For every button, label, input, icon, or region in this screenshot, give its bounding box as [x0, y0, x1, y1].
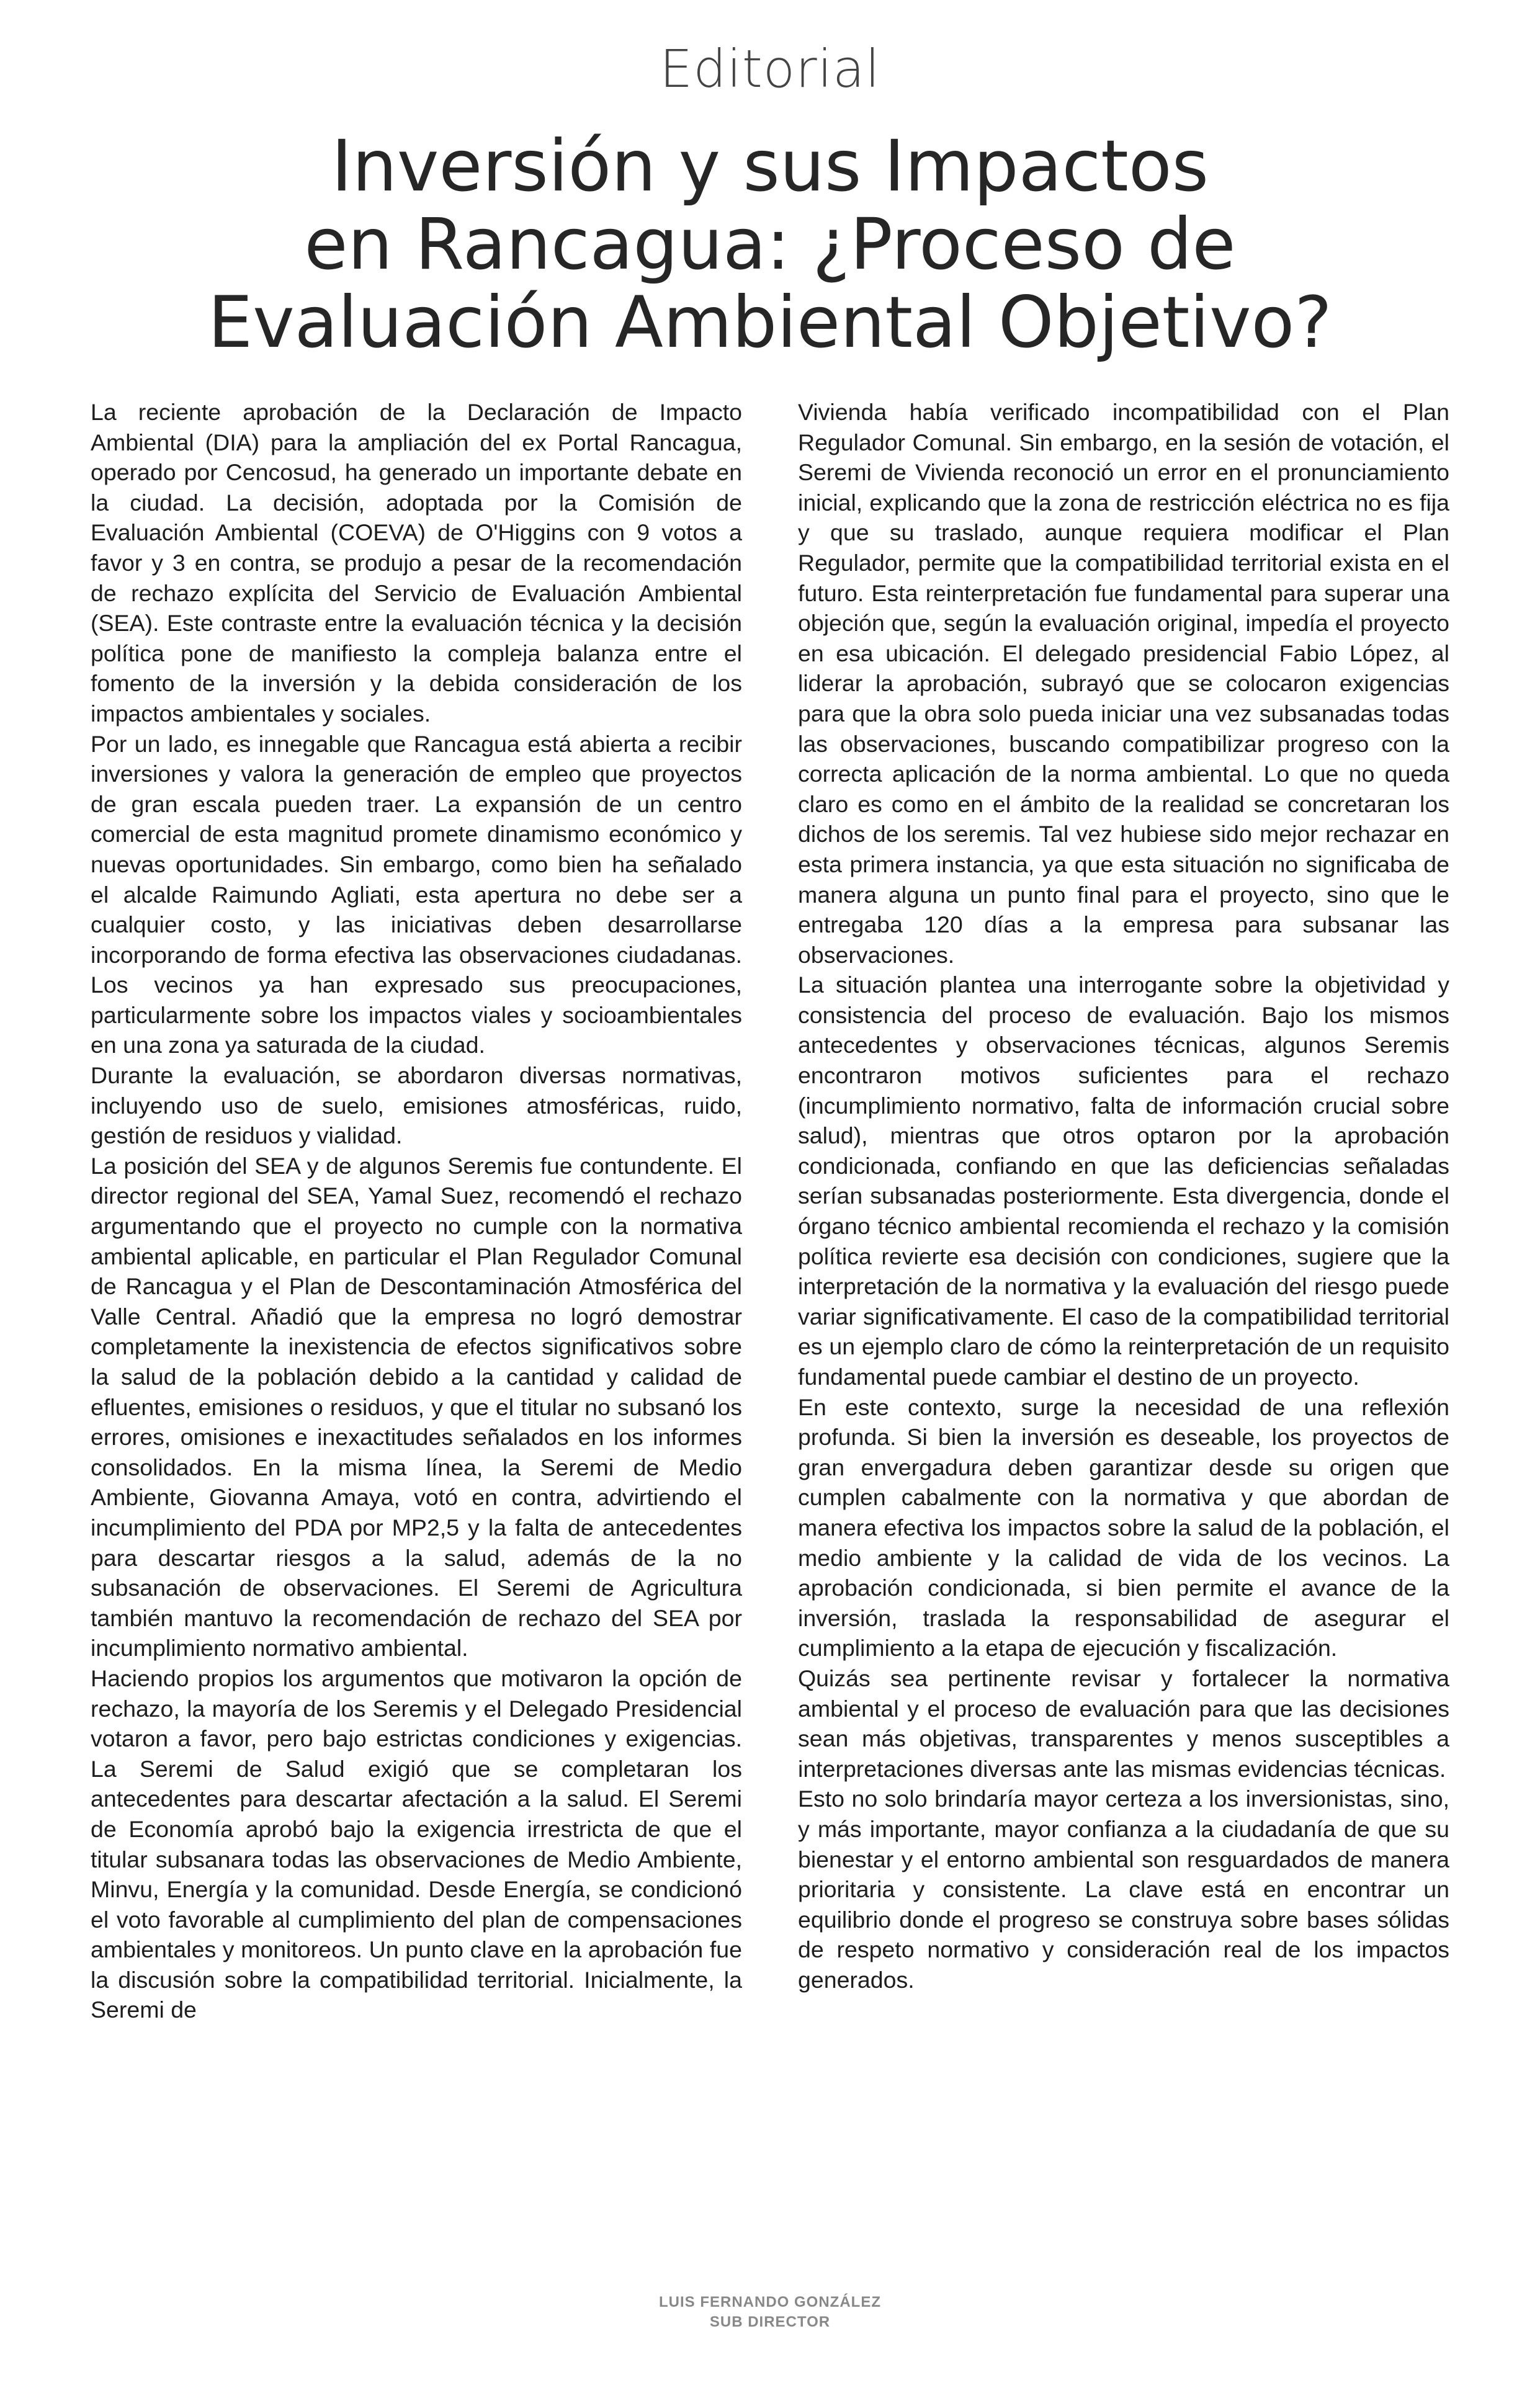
author-name: LUIS FERNANDO GONZÁLEZ: [659, 2294, 881, 2310]
author-byline: [0, 2292, 1540, 2332]
headline-line-3: Evaluación Ambiental Objetivo?: [208, 281, 1332, 364]
right-column: [798, 397, 1449, 2237]
headline-line-2: en Rancagua: ¿Proceso de: [304, 203, 1236, 285]
paragraph: La posición del SEA y de algunos Seremis fue contundente. El director regional del SEA, Yamal Suez, recomendó el rechazo argumentando que el proyecto no cumple con la normativa ambiental aplicable, en particular el Plan Regulador Comunal de Rancagua y el Plan de Descontaminación Atmosférica del Valle Central. Añadió que la empresa no logró demostrar completamente la inexistencia de efectos significativos sobre la salud de la población debido a la cantidad y calidad de efluentes, emisiones o residuos, y que el titular no subsanó los errores, omisiones e inexactitudes señalados en los informes consolidados. En la misma línea, la Seremi de Medio Ambiente, Giovanna Amaya, votó en contra, advirtiendo el incumplimiento del PDA por MP2,5 y la falta de antecedentes para descartar riesgos a la salud, además de la no subsanación de observaciones. El Seremi de Agricultura también mantuvo la recomendación de rechazo del SEA por incumplimiento normativo ambiental.: [91, 1152, 742, 1661]
headline-line-1: Inversión y sus Impactos: [331, 125, 1209, 207]
left-column: [91, 397, 742, 2237]
paragraph: Haciendo propios los argumentos que motivaron la opción de rechazo, la mayoría de los Seremis y el Delegado Presidencial votaron a favor, pero bajo estrictas condiciones y exigencias. La Seremi de Salud exigió que se completaran los antecedentes para descartar afectación a la salud. El Seremi de Economía aprobó bajo la exigencia irrestricta de que el titular subsanara todas las observaciones de Medio Ambiente, Minvu, Energía y la comunidad. Desde Energía, se condicionó el voto favorable al cumplimiento del plan de compensaciones ambientales y monitoreos. Un punto clave en la aprobación fue la discusión sobre la compatibilidad territorial. Inicialmente, la Seremi de: [91, 1665, 742, 2023]
paragraph: Esto no solo brindaría mayor certeza a los inversionistas, sino, y más importante, mayor confianza a la ciudadanía de que su bienestar y el entorno ambiental son resguardados de manera prioritaria y consistente. La clave está en encontrar un equilibrio donde el progreso se construya sobre bases sólidas de respeto normativo y consideración real de los impactos generados.: [798, 1786, 1449, 1993]
article-body: [91, 397, 1449, 2237]
headline: [137, 127, 1403, 362]
paragraph: Quizás sea pertinente revisar y fortalecer la normativa ambiental y el proceso de evaluación para que las decisiones sean más objetivas, transparentes y menos susceptibles a interpretaciones diversas ante las mismas evidencias técnicas.: [798, 1665, 1449, 1782]
paragraph: La situación plantea una interrogante sobre la objetividad y consistencia del proceso de evaluación. Bajo los mismos antecedentes y observaciones técnicas, algunos Seremis encontraron motivos suficientes para el rechazo (incumplimiento normativo, falta de información crucial sobre salud), mientras que otros optaron por la aprobación condicionada, confiando en que las deficiencias señaladas serían subsanadas posteriormente. Esta divergencia, donde el órgano técnico ambiental recomienda el rechazo y la comisión política revierte esa decisión con condiciones, sugiere que la interpretación de la normativa y la evaluación del riesgo puede variar significativamente. El caso de la compatibilidad territorial es un ejemplo claro de cómo la reinterpretación de un requisito fundamental puede cambiar el destino de un proyecto.: [798, 972, 1449, 1390]
paragraph: La reciente aprobación de la Declaración de Impacto Ambiental (DIA) para la ampliación del ex Portal Rancagua, operado por Cencosud, ha generado un importante debate en la ciudad. La decisión, adoptada por la Comisión de Evaluación Ambiental (COEVA) de O'Higgins con 9 votos a favor y 3 en contra, se produjo a pesar de la recomendación de rechazo explícita del Servicio de Evaluación Ambiental (SEA). Este contraste entre la evaluación técnica y la decisión política pone de manifiesto la compleja balanza entre el fomento de la inversión y la debida consideración de los impactos ambientales y sociales.: [91, 399, 742, 727]
author-role: SUB DIRECTOR: [709, 2314, 831, 2330]
paragraph: Por un lado, es innegable que Rancagua está abierta a recibir inversiones y valora la generación de empleo que proyectos de gran escala pueden traer. La expansión de un centro comercial de esta magnitud promete dinamismo económico y nuevas oportunidades. Sin embargo, como bien ha señalado el alcalde Raimundo Agliati, esta apertura no debe ser a cualquier costo, y las iniciativas deben desarrollarse incorporando de forma efectiva las observaciones ciudadanas. Los vecinos ya han expresado sus preocupaciones, particularmente sobre los impactos viales y socioambientales en una zona ya saturada de la ciudad.: [91, 730, 742, 1058]
paragraph: Vivienda había verificado incompatibilidad con el Plan Regulador Comunal. Sin embargo, en la sesión de votación, el Seremi de Vivienda reconoció un error en el pronunciamiento inicial, explicando que la zona de restricción eléctrica no es fija y que su traslado, aunque requiera modificar el Plan Regulador, permite que la compatibilidad territorial exista en el futuro. Esta reinterpretación fue fundamental para superar una objeción que, según la evaluación original, impedía el proyecto en esa ubicación. El delegado presidencial Fabio López, al liderar la aprobación, subrayó que se colocaron exigencias para que la obra solo pueda iniciar una vez subsanadas todas las observaciones, buscando compatibilizar progreso con la correcta aplicación de la norma ambiental. Lo que no queda claro es como en el ámbito de la realidad se concretaran los dichos de los seremis. Tal vez hubiese sido mejor rechazar en esta primera instancia, ya que esta situación no significaba de manera alguna un punto final para el proyecto, sino que le entregaba 120 días a la empresa para subsanar las observaciones.: [798, 399, 1449, 968]
paragraph: Durante la evaluación, se abordaron diversas normativas, incluyendo uso de suelo, emisiones atmosféricas, ruido, gestión de residuos y vialidad.: [91, 1062, 742, 1149]
paragraph: En este contexto, surge la necesidad de una reflexión profunda. Si bien la inversión es deseable, los proyectos de gran envergadura deben garantizar desde su origen que cumplen cabalmente con la normativa y que abordan de manera efectiva los impactos sobre la salud de la población, el medio ambiente y la calidad de vida de los vecinos. La aprobación condicionada, si bien permite el avance de la inversión, traslada la responsabilidad de asegurar el cumplimiento a la etapa de ejecución y fiscalización.: [798, 1393, 1449, 1661]
section-label: Editorial: [660, 38, 880, 99]
